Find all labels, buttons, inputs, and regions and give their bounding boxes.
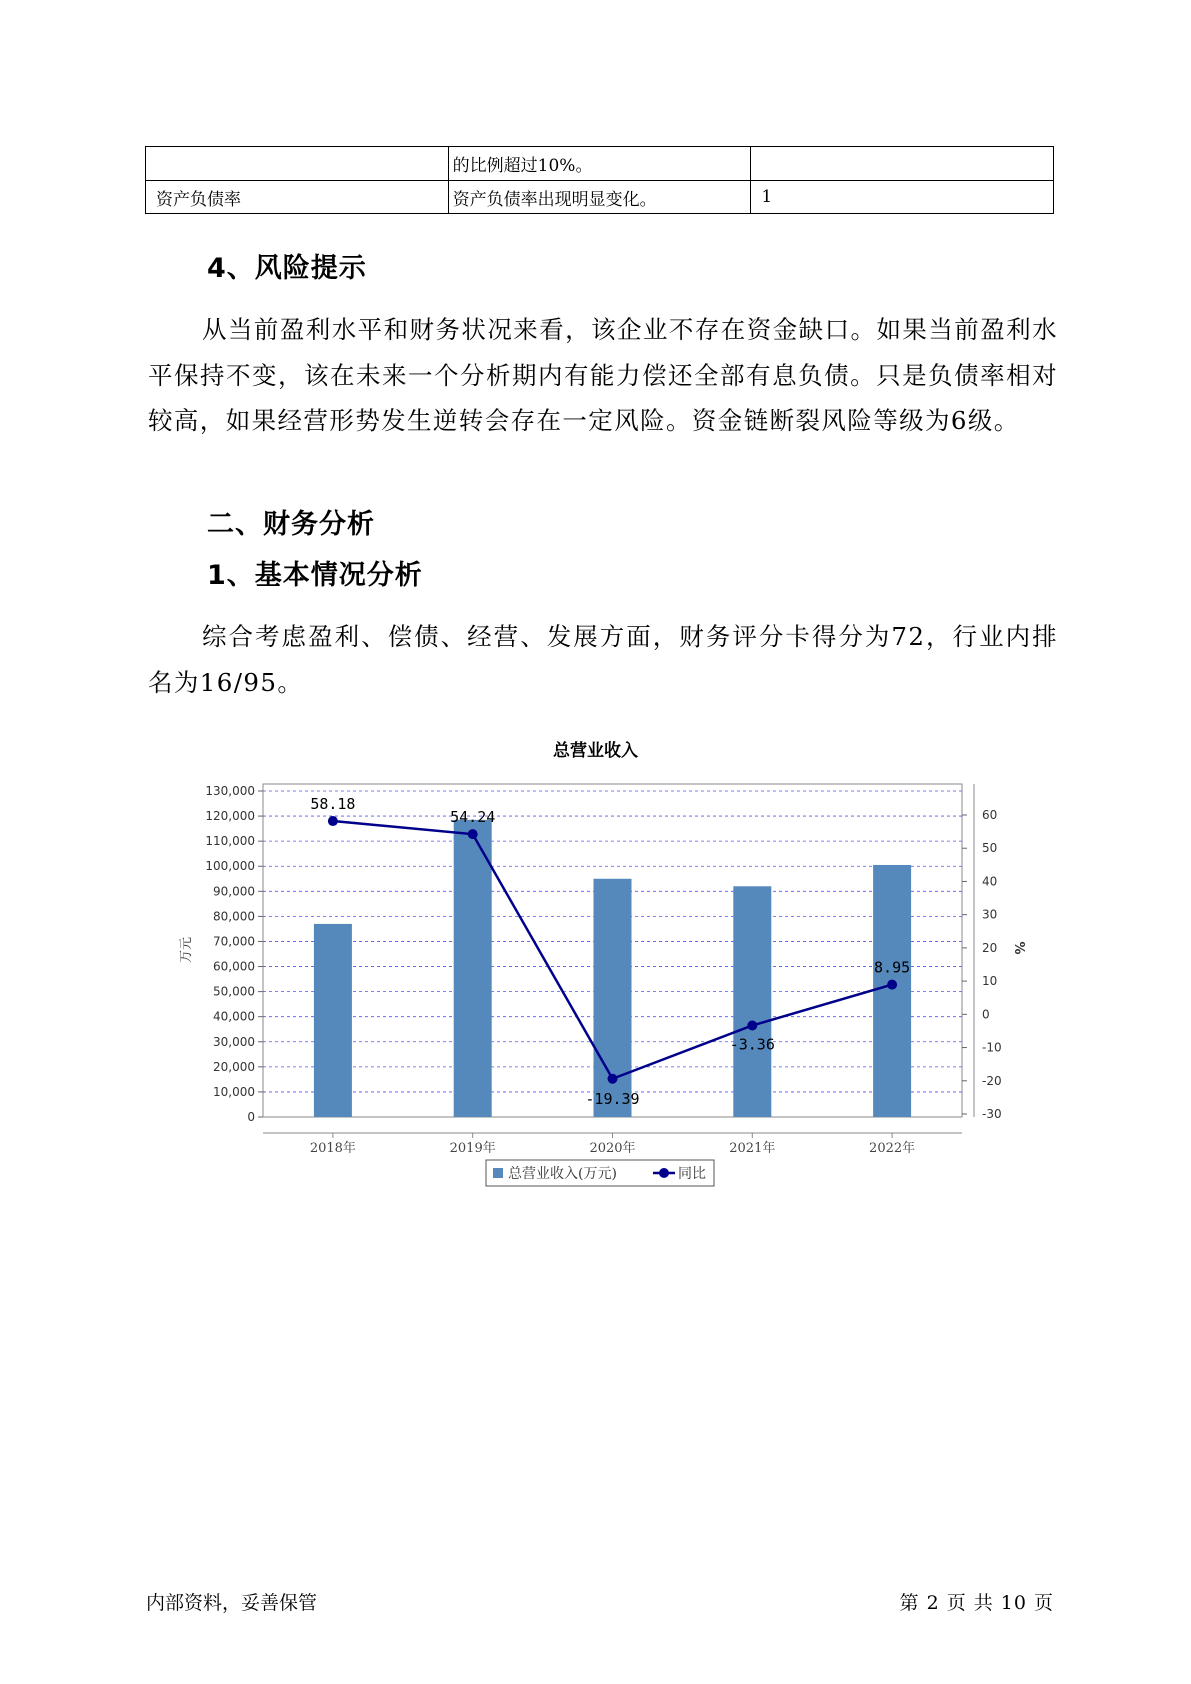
yoy-data-label: 8.95 (874, 958, 911, 977)
revenue-bar (314, 924, 352, 1117)
x-tick-label: 2021年 (729, 1141, 776, 1156)
y-tick-label: 20,000 (213, 1059, 255, 1074)
y2-tick-label: 40 (982, 874, 998, 889)
legend-bar-label: 总营业收入(万元) (508, 1166, 617, 1182)
y2-tick-label: 60 (982, 808, 998, 822)
y2-tick-label: -10 (982, 1040, 1002, 1055)
revenue-bar (454, 820, 492, 1117)
y-axis-label: 万元 (179, 936, 194, 964)
x-tick-label: 2019年 (449, 1141, 496, 1156)
y2-tick-label: 0 (982, 1007, 990, 1022)
x-tick-label: 2022年 (869, 1141, 916, 1156)
y-tick-label: 10,000 (213, 1084, 255, 1099)
yoy-point (468, 829, 478, 839)
yoy-data-label: 58.18 (310, 795, 356, 814)
y-tick-label: 110,000 (205, 834, 255, 849)
y-tick-label: 100,000 (205, 859, 255, 874)
table-cell: 1 (751, 181, 1054, 214)
yoy-data-label: -3.36 (729, 1035, 775, 1054)
basic-analysis-heading: 1、基本情况分析 (207, 560, 423, 591)
y2-tick-label: 30 (982, 907, 998, 922)
yoy-data-label: 54.24 (450, 808, 496, 827)
y-tick-label: 30,000 (213, 1034, 255, 1049)
revenue-bar (873, 865, 911, 1117)
risk-heading: 4、风险提示 (207, 253, 367, 284)
x-tick-label: 2018年 (309, 1141, 356, 1156)
yoy-data-label: -19.39 (585, 1089, 640, 1108)
footer-confidential: 内部资料，妥善保管 (146, 1592, 318, 1614)
y2-axis-label: % (1011, 941, 1026, 955)
y2-tick-label: 10 (982, 974, 998, 989)
y-tick-label: 60,000 (213, 959, 255, 974)
yoy-point (747, 1020, 757, 1030)
basic-analysis-paragraph: 综合考虑盈利、偿债、经营、发展方面，财务评分卡得分为72，行业内排名为16/95。 (148, 622, 1058, 697)
y-tick-label: 90,000 (213, 884, 255, 899)
y2-tick-label: 20 (982, 940, 998, 955)
y-tick-label: 40,000 (213, 1009, 255, 1024)
finance-heading: 二、财务分析 (207, 509, 375, 540)
table-cell: 资产负债率 (146, 181, 449, 214)
revenue-bar (733, 886, 771, 1117)
y-tick-label: 130,000 (205, 784, 255, 798)
yoy-point (328, 816, 338, 826)
y-tick-label: 70,000 (213, 934, 255, 949)
yoy-point (887, 980, 897, 990)
table-cell: 资产负债率出现明显变化。 (448, 181, 751, 214)
legend-line-label: 同比 (678, 1166, 706, 1182)
chart-title: 总营业收入 (553, 741, 638, 761)
risk-paragraph: 从当前盈利水平和财务状况来看，该企业不存在资金缺口。如果当前盈利水平保持不变，该在未来一个分析期内有能力偿还全部有息负债。只是负债率相对较高，如果经营形势发生逆转会存在一定风险。资金链断裂风险等级为6级。 (148, 315, 1058, 435)
y-tick-label: 50,000 (213, 984, 255, 999)
y2-tick-label: -30 (982, 1107, 1002, 1121)
table-cell: 的比例超过10%。 (448, 147, 751, 181)
legend-bar-swatch (493, 1168, 503, 1178)
yoy-point (608, 1074, 618, 1084)
x-tick-label: 2020年 (589, 1141, 636, 1156)
legend-line-marker (659, 1168, 669, 1178)
footer-page-number: 第 2 页 共 10 页 (899, 1592, 1054, 1614)
y2-tick-label: -20 (982, 1073, 1002, 1088)
y-tick-label: 120,000 (205, 809, 255, 824)
y-tick-label: 0 (247, 1110, 255, 1124)
y-tick-label: 80,000 (213, 909, 255, 924)
y2-tick-label: 50 (982, 841, 998, 856)
